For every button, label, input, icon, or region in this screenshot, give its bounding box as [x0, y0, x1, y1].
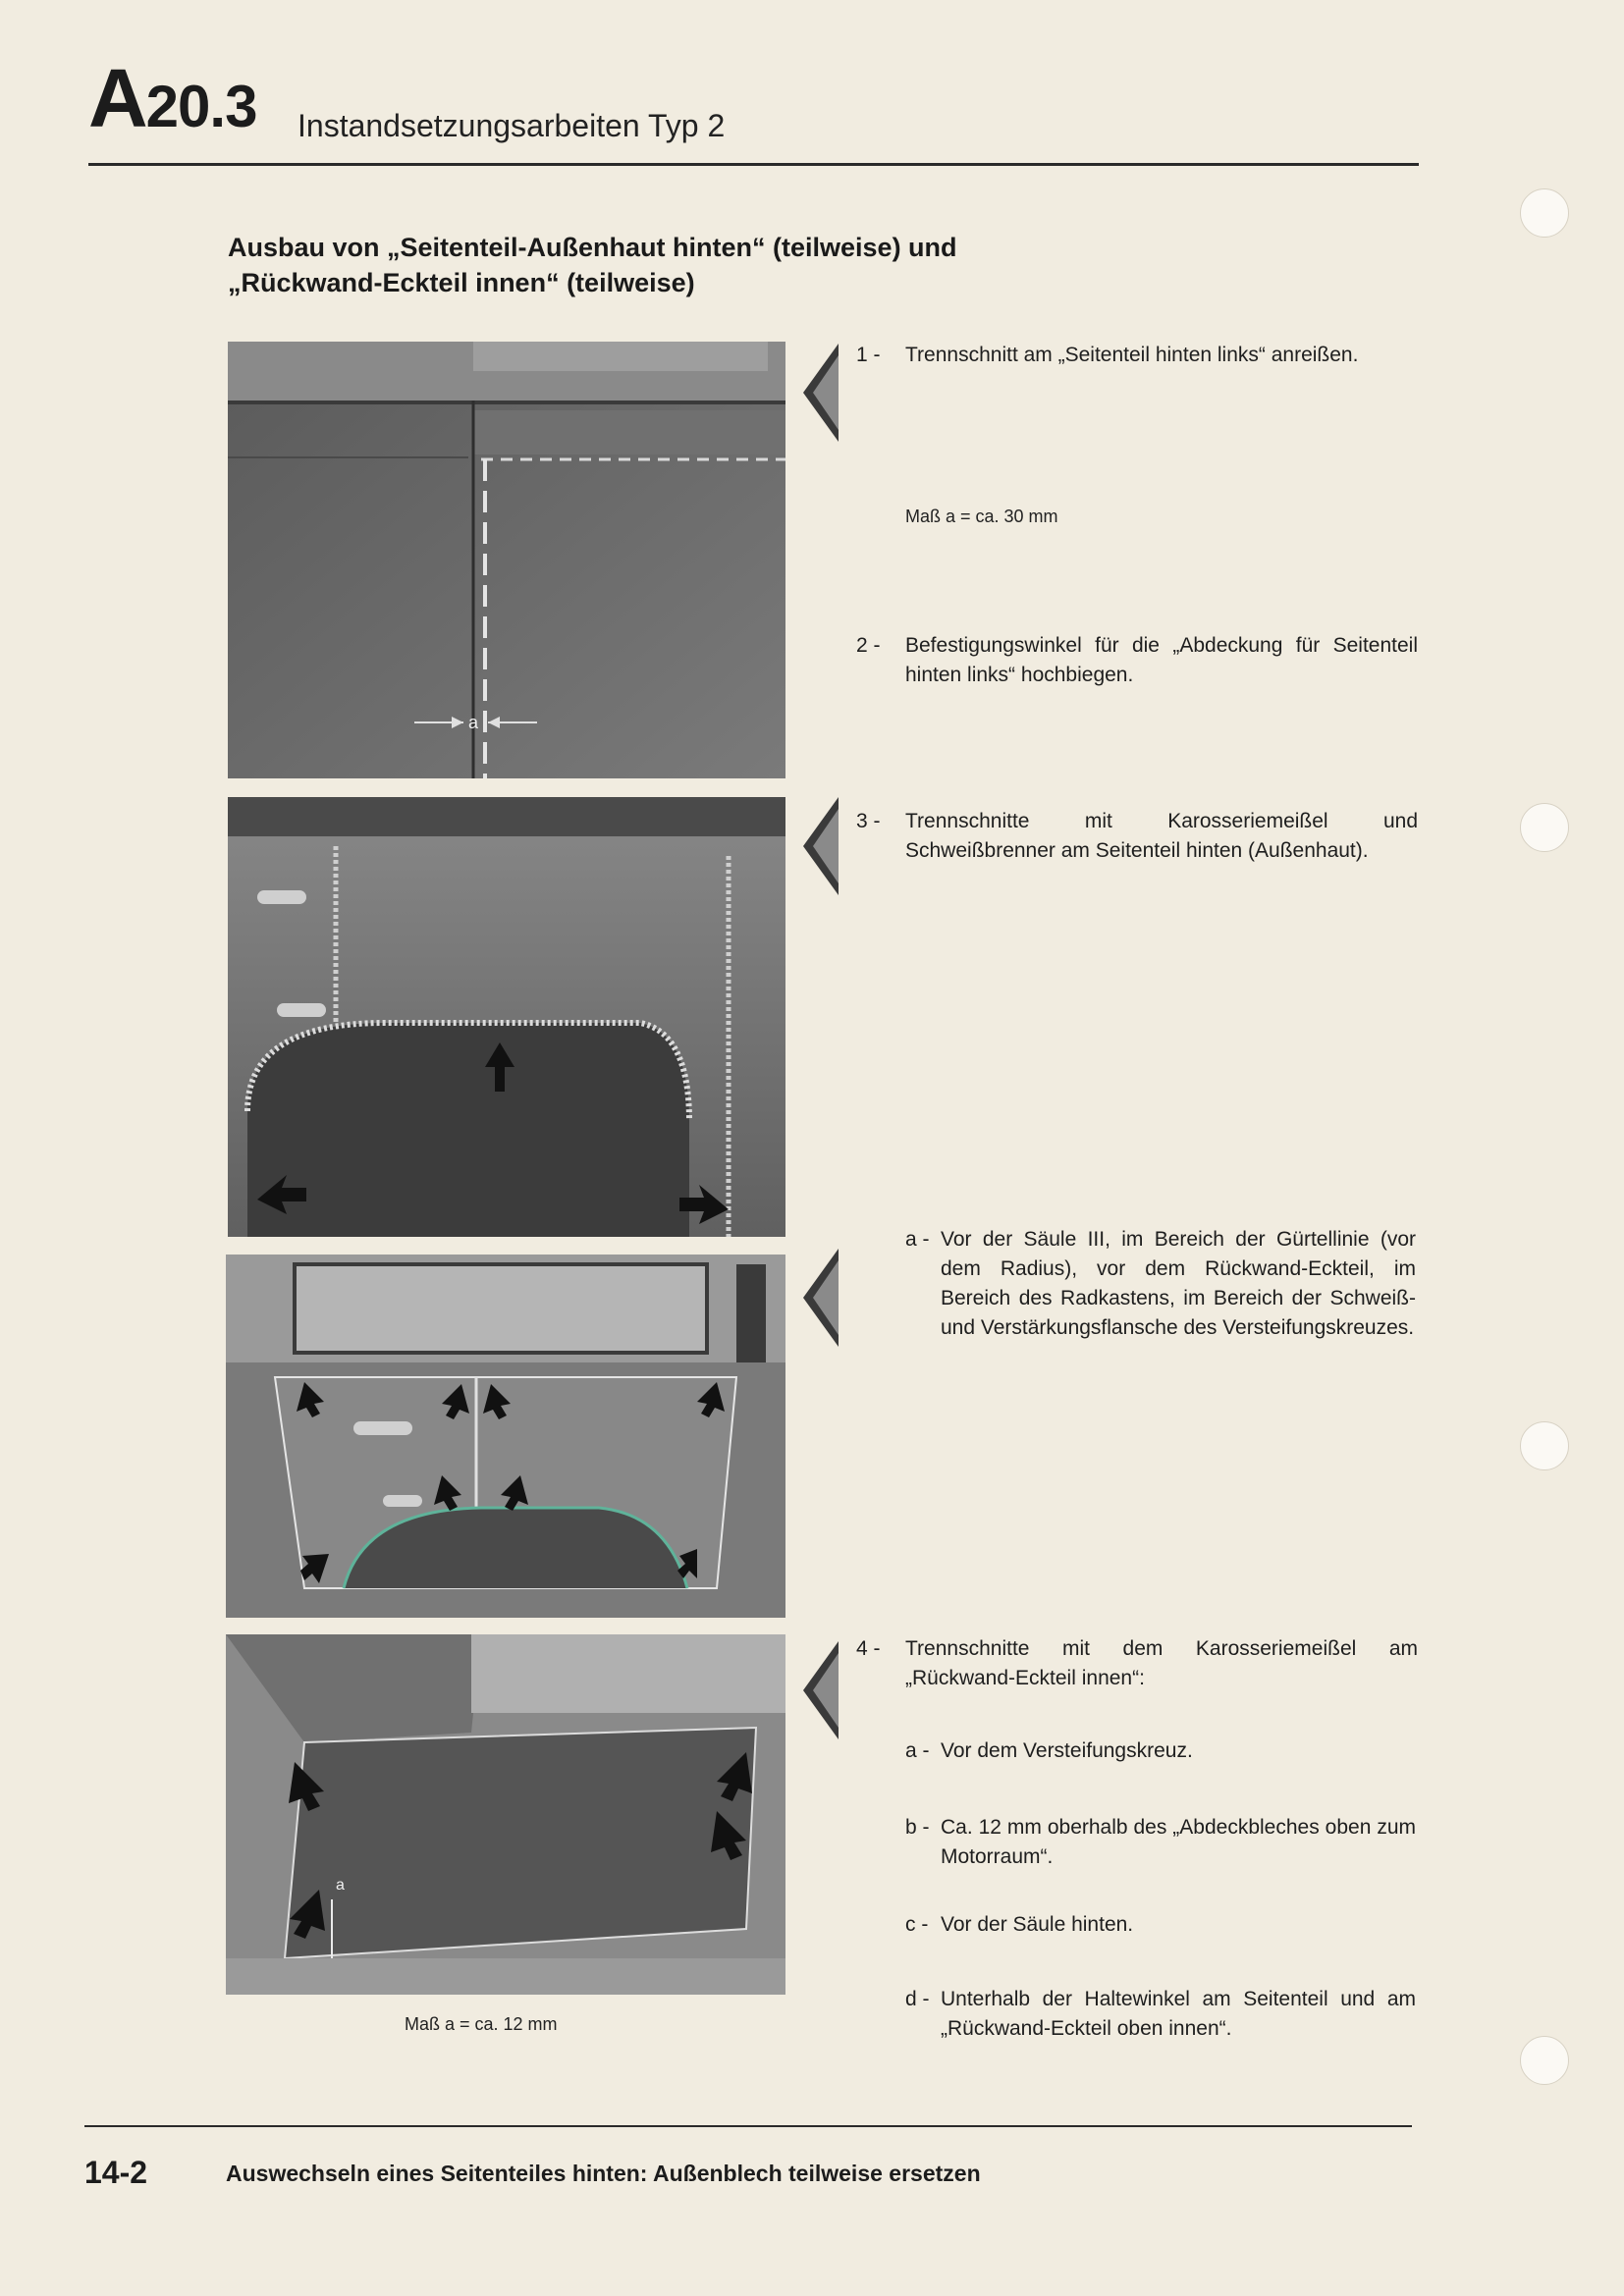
section-letter: A — [88, 52, 146, 144]
sub-text: Ca. 12 mm oberhalb des „Abdeckbleches oben zum Motorraum“. — [941, 1816, 1416, 1868]
step-number: 1 - — [856, 344, 881, 366]
page-title: Instandsetzungsarbeiten Typ 2 — [298, 108, 726, 143]
binder-hole — [1520, 2036, 1569, 2085]
dimension-a-label: a — [336, 1877, 345, 1894]
footer-title: Auswechseln eines Seitenteiles hinten: Außenblech teilweise ersetzen — [226, 2161, 981, 2186]
step-4-sub-c — [905, 1910, 1416, 1940]
binder-hole — [1520, 1421, 1569, 1470]
step-number: 2 - — [856, 634, 881, 657]
pointer-arrow-icon — [803, 1249, 839, 1347]
dimension-a-label: a — [468, 713, 479, 732]
page-number: 14-2 — [84, 2155, 148, 2190]
pointer-arrow-icon — [803, 1641, 839, 1739]
step-3-sub-a — [905, 1225, 1416, 1343]
photo-step-4 — [226, 1634, 785, 1995]
binder-hole — [1520, 188, 1569, 238]
sub-text: Unterhalb der Haltewinkel am Seitenteil und am „Rückwand-Eckteil oben innen“. — [941, 1988, 1416, 2040]
pointer-arrow-icon — [803, 797, 839, 895]
step-text: Trennschnitte mit Karosseriemeißel und Schweißbrenner am Seitenteil hinten (Außenhaut). — [905, 810, 1418, 862]
photo-step-3a — [226, 1255, 785, 1618]
footer-rule — [84, 2125, 1412, 2127]
step-number: 4 - — [856, 1637, 881, 1660]
step-text: Trennschnitt am „Seitenteil hinten links“ anreißen. — [905, 344, 1359, 366]
step-number: 3 - — [856, 810, 881, 832]
photo-4-caption: Maß a = ca. 12 mm — [405, 2014, 558, 2034]
sub-letter: a - — [905, 1739, 930, 1762]
section-number: 20.3 — [145, 74, 257, 139]
step-4 — [856, 1634, 1418, 1693]
sub-letter: b - — [905, 1816, 930, 1839]
step-3 — [856, 807, 1418, 866]
photo-step-1 — [228, 342, 785, 778]
sub-text: Vor der Säule hinten. — [941, 1913, 1134, 1936]
section-title — [228, 230, 957, 300]
sub-text: Vor dem Versteifungskreuz. — [941, 1739, 1193, 1762]
photo-step-3 — [228, 797, 785, 1237]
step-4-sub-d — [905, 1985, 1416, 2044]
sub-letter: d - — [905, 1988, 930, 2010]
sub-letter: c - — [905, 1913, 929, 1936]
header-rule — [88, 163, 1419, 166]
sub-text: Vor der Säule III, im Bereich der Gürtellinie (vor dem Radius), vor dem Rückwand-Eckteil, im Bereich des Radkastens, im Bereich der Schweiß- und Verstärkungsflansche des Versteifungskreuzes. — [941, 1228, 1416, 1339]
step-2 — [856, 631, 1418, 690]
pointer-arrow-icon — [803, 344, 839, 442]
section-code — [88, 52, 257, 144]
step-4-sub-a — [905, 1736, 1416, 1766]
step-text: Befestigungswinkel für die „Abdeckung für Seitenteil hinten links“ hochbiegen. — [905, 634, 1418, 686]
sub-letter: a - — [905, 1228, 930, 1251]
binder-hole — [1520, 803, 1569, 852]
section-title-line1: Ausbau von „Seitenteil-Außenhaut hinten“ (teilweise) und — [228, 233, 957, 262]
step-4-sub-b — [905, 1813, 1416, 1872]
section-title-line2: „Rückwand-Eckteil innen“ (teilweise) — [228, 268, 695, 297]
step-1 — [856, 341, 1418, 370]
step-1-measure: Maß a = ca. 30 mm — [905, 507, 1058, 526]
step-text: Trennschnitte mit dem Karosseriemeißel am „Rückwand-Eckteil innen“: — [905, 1637, 1418, 1689]
